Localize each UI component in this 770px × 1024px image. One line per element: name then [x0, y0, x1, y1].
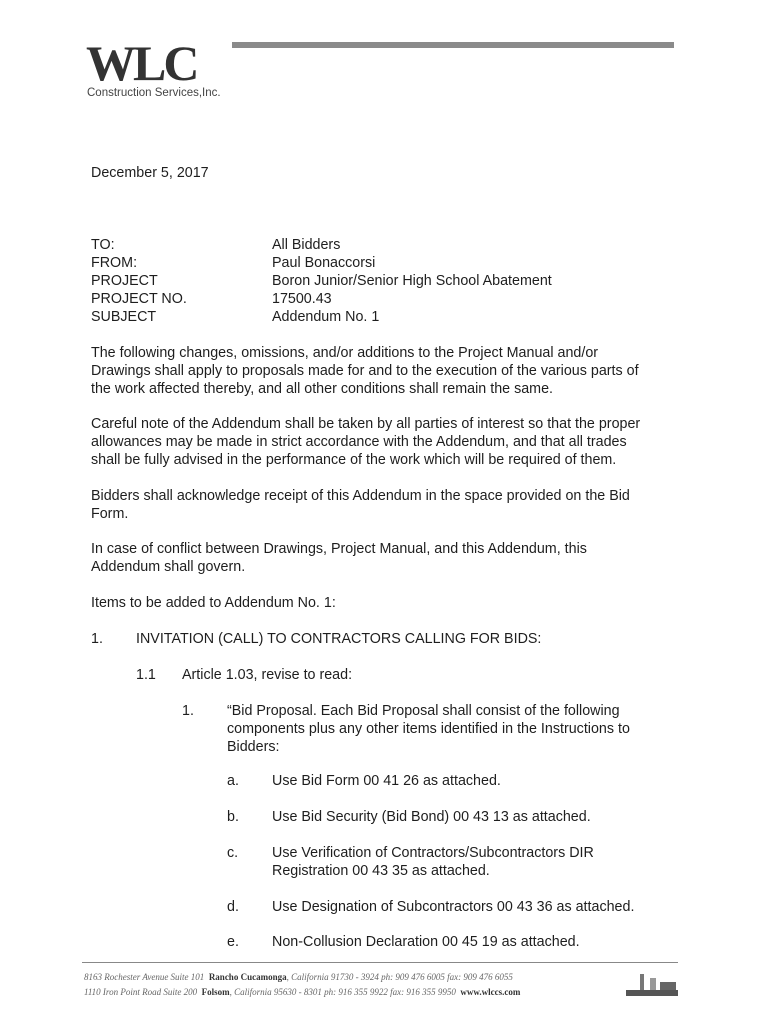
subsection-title: Article 1.03, revise to read: — [182, 667, 353, 683]
letter-date: December 5, 2017 — [91, 165, 209, 181]
paragraph-line: Form. — [91, 506, 129, 522]
subitem-text: Use Verification of Contractors/Subcontractors DIR — [272, 845, 594, 861]
subitem-text: Use Designation of Subcontractors 00 43 36 as attached. — [272, 899, 635, 915]
item-number: 1. — [182, 703, 194, 719]
footer-address: 8163 Rochester Avenue Suite 101 — [84, 972, 205, 982]
memo-label-to: TO: — [91, 237, 115, 253]
section-number: 1. — [91, 631, 103, 647]
footer-rule — [82, 962, 678, 963]
subitem-letter: b. — [227, 809, 239, 825]
memo-label-project-no: PROJECT NO. — [91, 291, 187, 307]
paragraph-changes — [91, 344, 691, 398]
paragraph-line: shall be fully advised in the performance of the work which will be required of them. — [91, 452, 617, 468]
paragraph-line: the work affected thereby, and all other conditions shall remain the same. — [91, 381, 553, 397]
paragraph-conflict — [91, 540, 691, 576]
memo-value-from: Paul Bonaccorsi — [272, 255, 376, 271]
paragraph-line: The following changes, omissions, and/or additions to the Project Manual and/or — [91, 345, 599, 361]
footer-building-icon — [626, 972, 678, 996]
logo-subtitle: Construction Services,Inc. — [87, 87, 221, 99]
memo-value-to: All Bidders — [272, 237, 341, 253]
footer-city: Rancho Cucamonga — [208, 972, 287, 982]
company-logo — [86, 35, 236, 100]
subitem-text: Registration 00 43 35 as attached. — [272, 863, 490, 879]
subitem-letter: c. — [227, 845, 239, 861]
paragraph-line: Careful note of the Addendum shall be taken by all parties of interest so that the proper — [91, 416, 641, 432]
paragraph-items-intro — [91, 594, 691, 612]
memo-value-project: Boron Junior/Senior High School Abatement — [272, 273, 552, 289]
memo-label-from: FROM: — [91, 255, 138, 271]
subitem-letter: d. — [227, 899, 239, 915]
header-rule — [232, 42, 674, 48]
paragraph-line: Bidders shall acknowledge receipt of this Addendum in the space provided on the Bid — [91, 488, 630, 504]
section-title: INVITATION (CALL) TO CONTRACTORS CALLING FOR BIDS: — [136, 631, 542, 647]
paragraph-line: Addendum shall govern. — [91, 559, 246, 575]
paragraph-line: Items to be added to Addendum No. 1: — [91, 595, 336, 611]
logo-mark: WLC — [86, 35, 197, 91]
paragraph-line: In case of conflict between Drawings, Project Manual, and this Addendum, this — [91, 541, 587, 557]
footer-details: California 91730 - 3924 ph: 909 476 6005 fax: 909 476 6055 — [291, 972, 513, 982]
item-line: “Bid Proposal. Each Bid Proposal shall consist of the following — [227, 703, 620, 719]
memo-label-project: PROJECT — [91, 273, 158, 289]
item-text — [227, 702, 687, 756]
item-line: Bidders: — [227, 739, 280, 755]
subitem-text: Use Bid Form 00 41 26 as attached. — [272, 773, 501, 789]
footer-line-1: 8163 Rochester Avenue Suite 101 Rancho Cucamonga, California 91730 - 3924 ph: 909 476 6005 fax: 909 476 6055 — [84, 972, 513, 982]
memo-value-project-no: 17500.43 — [272, 291, 332, 307]
paragraph-line: allowances may be made in strict accordance with the Addendum, and that all trades — [91, 434, 627, 450]
paragraph-line: Drawings shall apply to proposals made for and to the execution of the various parts of — [91, 363, 639, 379]
footer-website: www.wlccs.com — [460, 987, 521, 997]
subsection-number: 1.1 — [136, 667, 156, 683]
subitem-text: Use Bid Security (Bid Bond) 00 43 13 as attached. — [272, 809, 591, 825]
subitem-letter: a. — [227, 773, 239, 789]
memo-label-subject: SUBJECT — [91, 309, 157, 325]
subitem-letter: e. — [227, 934, 239, 950]
footer-line-2: 1110 Iron Point Road Suite 200 Folsom, California 95630 - 8301 ph: 916 355 9922 fax: 916 355 9950 www.wlccs.com — [84, 987, 521, 997]
item-line: components plus any other items identified in the Instructions to — [227, 721, 630, 737]
footer-address: 1110 Iron Point Road Suite 200 — [84, 987, 198, 997]
subitem-text: Non-Collusion Declaration 00 45 19 as attached. — [272, 934, 580, 950]
memo-value-subject: Addendum No. 1 — [272, 309, 380, 325]
paragraph-careful-note — [91, 415, 691, 469]
footer-details: California 95630 - 8301 ph: 916 355 9922 fax: 916 355 9950 — [234, 987, 456, 997]
footer-city: Folsom — [201, 987, 230, 997]
paragraph-acknowledge — [91, 487, 691, 523]
